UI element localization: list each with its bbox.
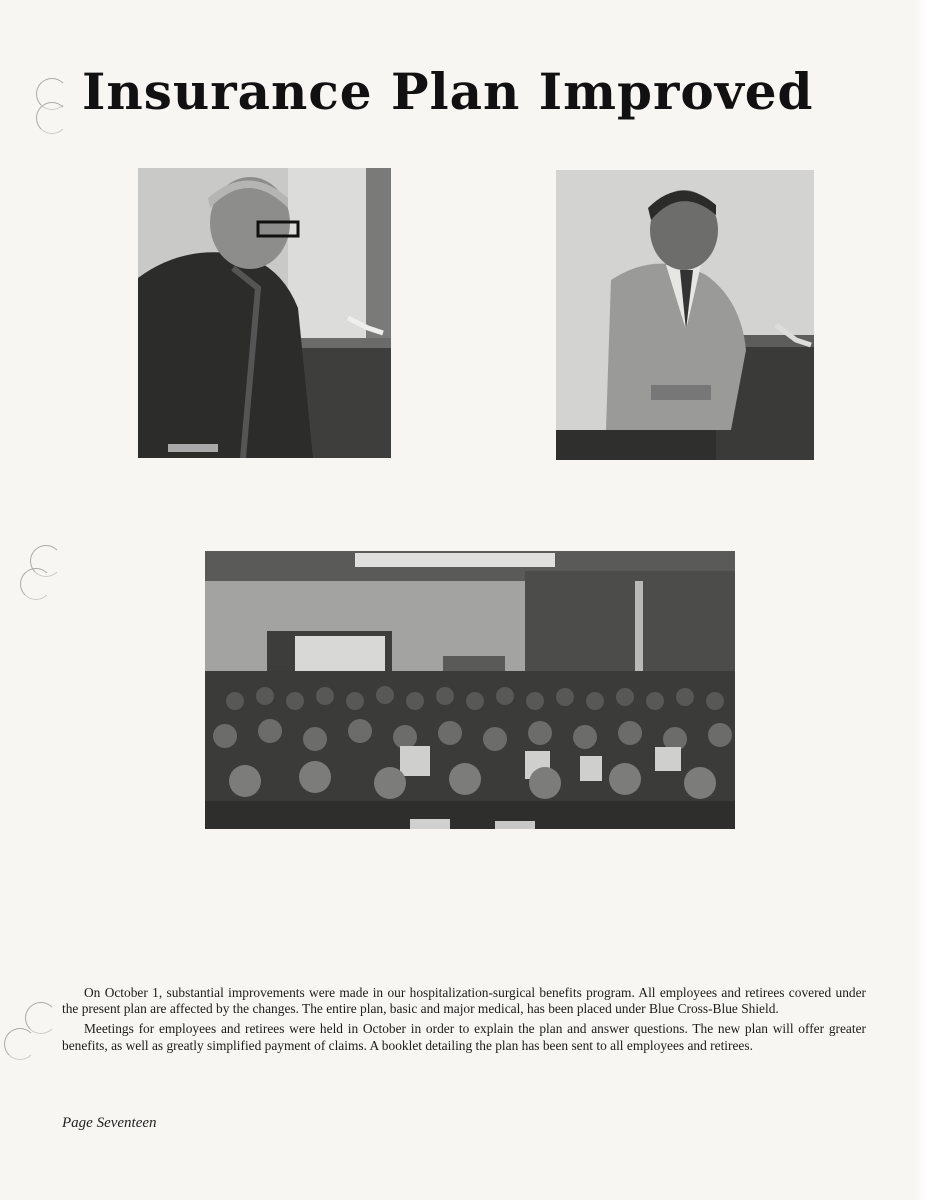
page-number: Page Seventeen <box>62 1115 157 1131</box>
page-edge <box>915 0 927 1200</box>
article-paragraph: Meetings for employees and retirees were held in October in order to explain the plan and answer questions. The new plan will offer greater benefits, as well as greatly simplified payment of claims. A booklet detailing the plan has been sent to all employees and retirees. <box>62 1021 866 1053</box>
punch-hole-bottom-2 <box>4 1028 36 1060</box>
punch-hole-bottom-1 <box>25 1002 57 1034</box>
article-paragraph: On October 1, substantial improvements were made in our hospitalization-surgical benefits program. All employees and retirees covered under the present plan are affected by the changes. The entire plan, basic and major medical, has been placed under Blue Cross-Blue Shield. <box>62 985 866 1017</box>
photo-speaker-right <box>556 170 814 460</box>
photo-audience <box>205 551 735 829</box>
photo-speaker-left <box>138 168 391 458</box>
punch-hole-mid-2 <box>20 568 52 600</box>
punch-hole-top-2 <box>36 102 68 134</box>
article-body <box>62 985 866 1058</box>
page-title: Insurance Plan Improved <box>82 62 814 121</box>
